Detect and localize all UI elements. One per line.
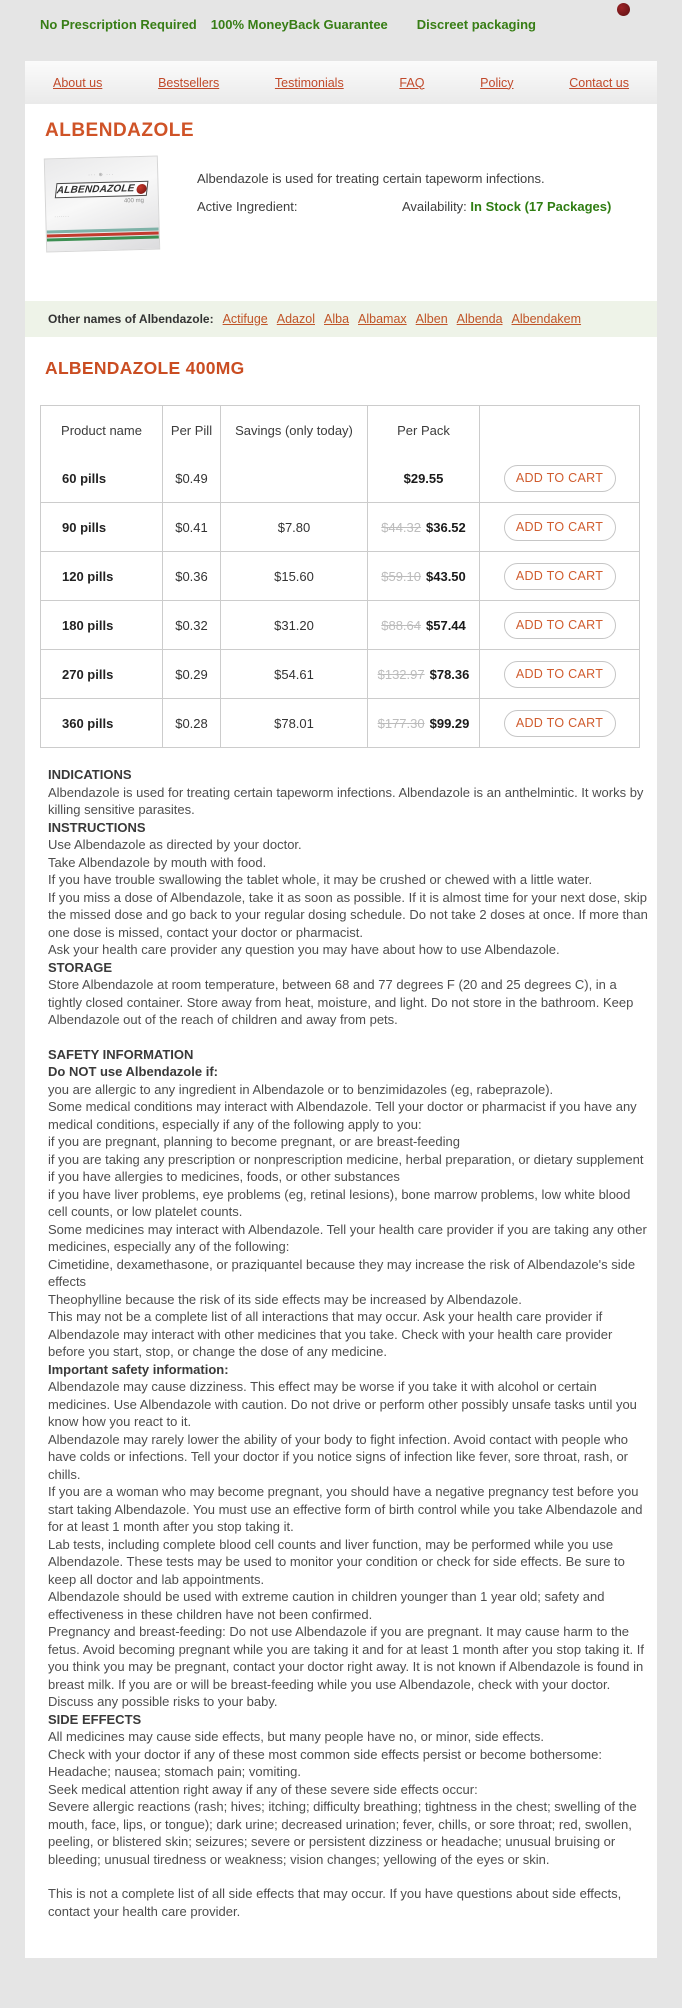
info-line: SIDE EFFECTS [48,1711,142,1727]
info-line: INDICATIONS [48,767,132,782]
price-row-actions [479,650,639,698]
info-line: Albendazole may rarely lower the ability of your body to fight infection. Avoid contact with people who have colds or infections. Tell your doctor if you notice signs of infection like fever, sore throat, rash, or chills. [48,1431,629,1482]
availability-value: In Stock (17 Packages) [470,199,612,214]
info-line: Headache; nausea; stomach pain; vomiting. [48,1764,301,1779]
current-price: $36.52 [426,519,466,535]
old-price: $59.10 [381,568,421,584]
nav-link[interactable]: Bestsellers [158,75,220,90]
current-price: $29.55 [403,470,444,486]
price-row-per-pill: $0.28 [162,699,220,747]
product-info [197,157,627,251]
price-row-savings: $78.01 [220,699,367,747]
other-name-link[interactable]: Albenda [456,312,503,326]
info-line: you are allergic to any ingredient in Albendazole or to benzimidazoles (eg, rabeprazole). [48,1081,554,1097]
col-per-pill: Per Pill [162,406,220,454]
pricing-table [40,405,640,748]
product-description: Albendazole is used for treating certain tapeworm infections. [197,171,545,186]
benefit-item: 100% MoneyBack Guarantee [210,17,388,32]
benefit-item: No Prescription Required [40,17,197,32]
availability-label: Availability: [402,199,471,214]
add-to-cart-button[interactable]: ADD TO CART [504,661,616,688]
dosage-heading: ALBENDAZOLE 400MG [45,358,245,378]
price-row [41,649,639,698]
info-line: If you have trouble swallowing the tablet whole, it may be crushed or chewed with a little water. [48,872,593,887]
info-line: if you are pregnant, planning to become pregnant, or are breast-feeding [48,1134,460,1149]
info-line: This may not be a complete list of all interactions that may occur. Ask your health care provider if Albendazole may interact with other medicines that you take. Check with your health care provider before you start, stop, or change the dose of any medicine. [48,1309,613,1359]
product-summary [45,157,657,251]
price-row-product: 60 pills [62,470,107,486]
info-line: Do NOT use Albendazole if: [48,1064,218,1079]
info-line: This is not a complete list of all side effects that may occur. If you have questions about side effects, contact your health care provider. [48,1886,622,1919]
price-row-per-pack [367,601,479,649]
info-line: SAFETY INFORMATION [48,1046,194,1062]
add-to-cart-button[interactable]: ADD TO CART [504,514,616,541]
red-seal-icon [136,183,147,193]
price-row [41,600,639,649]
nav-link[interactable]: About us [53,75,103,90]
nav-link[interactable]: Contact us [569,75,629,90]
info-line: Some medical conditions may interact with Albendazole. Tell your doctor or pharmacist if you have any medical conditions, especially if any of the following apply to you: [48,1099,637,1132]
price-row-actions [479,601,639,649]
nav-link[interactable]: Testimonials [274,75,344,90]
price-row-savings: $31.20 [220,601,367,649]
active-ingredient-label: Active Ingredient: [197,199,298,214]
price-row-product: 120 pills [62,568,114,584]
price-row-per-pill: $0.29 [162,650,220,698]
info-line: Pregnancy and breast-feeding: Do not use Albendazole if you are pregnant. It may cause harm to the fetus. Avoid becoming pregnant while you are taking it and for at least 1 month after you stop taking it. If you think you may be pregnant, contact your doctor right away. It is not known if Albendazole is found in breast milk. If you are or will be breast-feeding while you use Albendazole, check with your doctor. Discuss any possible risks to your baby. [48,1624,644,1709]
price-row-product: 90 pills [62,519,107,535]
info-line: if you have liver problems, eye problems (eg, retinal lesions), bone marrow problems, low white blood cell counts, or low platelet counts. [48,1186,631,1219]
price-row-per-pill: $0.41 [162,503,220,551]
col-actions [479,406,639,454]
other-name-link[interactable]: Albamax [358,312,407,326]
info-line: if you have allergies to medicines, foods, or other substances [48,1169,400,1184]
info-line: Use Albendazole as directed by your doctor. [48,837,302,852]
other-name-link[interactable]: Adazol [276,312,315,326]
price-row [41,502,639,551]
box-brand-text: ALBENDAZOLE [56,183,136,197]
info-line: Albendazole should be used with extreme caution in children younger than 1 year old; safety and effectiveness in these children have not been confirmed. [48,1589,605,1622]
nav-link[interactable]: FAQ [399,75,425,90]
info-line: Albendazole may cause dizziness. This effect may be worse if you take it with alcohol or certain medicines. Use Albendazole with caution. Do not drive or perform other possibly unsafe tasks until you know how you react to it. [48,1379,637,1429]
add-to-cart-button[interactable]: ADD TO CART [504,465,616,492]
info-line: Theophylline because the risk of its side effects may be increased by Albendazole. [48,1291,522,1307]
price-row-actions [479,503,639,551]
info-line: If you miss a dose of Albendazole, take it as soon as possible. If it is almost time for your next dose, skip the missed dose and go back to your regular dosing schedule. Do not take 2 doses at once. If more than one dose is missed, contact your doctor or pharmacist. [48,889,648,940]
info-line: Ask your health care provider any question you may have about how to use Albendazole. [48,942,560,957]
price-row-savings: $7.80 [220,503,367,551]
col-per-pack: Per Pack [367,406,479,454]
nav-link[interactable]: Policy [480,75,514,90]
price-row-per-pill: $0.32 [162,601,220,649]
info-line: Albendazole is used for treating certain tapeworm infections. Albendazole is an anthelmintic. It works by killing sensitive parasites. [48,784,644,817]
current-price: $43.50 [426,568,466,584]
info-line: Some medicines may interact with Albendazole. Tell your health care provider if you are taking any other medicines, especially any of the following: [48,1221,647,1254]
old-price: $88.64 [381,617,421,633]
current-price: $57.44 [426,617,466,633]
other-name-link[interactable]: Albendakem [511,312,582,326]
box-stripes [47,228,159,242]
info-line: Store Albendazole at room temperature, between 68 and 77 degrees F (20 and 25 degrees C), in a tightly closed container. Store away from heat, moisture, and light. Do not store in the bathroom. Keep Albendazole out of the reach of children and away from pets. [48,977,634,1027]
price-row-savings: $15.60 [220,552,367,600]
price-row-per-pack [367,699,479,747]
benefits-bar [0,0,682,32]
info-line: If you are a woman who may become pregnant, you should have a negative pregnancy test before you start taking Albendazole. You must use an effective form of birth control while you take Albendazole and for at least 1 month after you stop taking it. [48,1484,643,1534]
info-line: Seek medical attention right away if any of these severe side effects occur: [48,1781,478,1797]
drug-information [48,766,648,1920]
other-names-label: Other names of Albendazole: [48,312,214,326]
price-row [41,698,639,747]
other-name-link[interactable]: Actifuge [222,312,268,326]
other-name-link[interactable]: Alben [415,312,448,326]
price-row-product: 180 pills [62,617,114,633]
current-price: $99.29 [429,715,470,731]
price-row [41,454,639,502]
price-row-product: 360 pills [62,715,114,731]
price-row-per-pill: $0.36 [162,552,220,600]
price-row-per-pack [367,454,479,502]
old-price: $44.32 [381,519,421,535]
other-names-links [223,312,581,326]
price-row-actions [479,699,639,747]
info-line: Check with your doctor if any of these most common side effects persist or become bothersome: [48,1746,602,1762]
product-photo [44,156,160,253]
price-row [41,551,639,600]
old-price: $132.97 [377,666,425,682]
main-navigation [25,61,657,104]
box-label [55,181,149,198]
top-right-dot-icon [617,3,630,16]
price-row-savings: $54.61 [220,650,367,698]
info-line: Lab tests, including complete blood cell counts and liver function, may be performed while you use Albendazole. These tests may be used to monitor your condition or check for side effects. Be sure to keep all doctor and lab appointments. [48,1536,625,1587]
add-to-cart-button[interactable]: ADD TO CART [504,710,616,737]
other-names-bar [25,301,657,337]
box-bottom-text: ······· [54,213,70,221]
info-line: STORAGE [48,959,113,975]
box-dose-text: 400 mg [123,197,145,205]
current-price: $78.36 [429,666,470,682]
info-line: All medicines may cause side effects, but many people have no, or minor, side effects. [48,1729,544,1744]
info-line: Take Albendazole by mouth with food. [48,854,267,870]
price-row-per-pill: $0.49 [162,454,220,502]
price-row-product: 270 pills [62,666,114,682]
product-card [25,104,657,1958]
info-line: INSTRUCTIONS [48,819,146,835]
old-price: $177.30 [377,715,425,731]
info-line: if you are taking any prescription or nonprescription medicine, herbal preparation, or dietary supplement [48,1151,644,1167]
info-line [48,1868,648,1885]
price-row-per-pack [367,503,479,551]
col-product-name: Product name [61,422,142,438]
price-row-per-pack [367,650,479,698]
add-to-cart-button[interactable]: ADD TO CART [504,563,616,590]
info-line: Cimetidine, dexamethasone, or praziquantel because they may increase the risk of Albendazole's side effects [48,1256,636,1289]
price-row-per-pack [367,552,479,600]
other-name-link[interactable]: Alba [324,312,350,326]
price-row-actions [479,552,639,600]
page-title: ALBENDAZOLE [45,120,195,141]
pricing-table-header [41,406,639,454]
price-row-actions [479,454,639,502]
info-line: Important safety information: [48,1361,229,1377]
availability [402,199,611,214]
price-row-savings [220,454,367,502]
benefit-item: Discreet packaging [416,17,536,32]
info-line: Severe allergic reactions (rash; hives; itching; difficulty breathing; tightness in the chest; swelling of the mouth, face, lips, or tongue); dark urine; decreased urination; fever, chills, or sore throat; red, swollen, peeling, or blistered skin; seizures; severe or persistent dizziness or headache; unusual bruising or bleeding; unusual tiredness or weakness; vision changes; yellowing of the eyes or skin. [48,1799,637,1867]
pricing-rows [41,454,639,747]
ingredient-availability-row [197,199,627,214]
col-savings: Savings (only today) [220,406,367,454]
add-to-cart-button[interactable]: ADD TO CART [504,612,616,639]
box-top-text: ··· ⊕ ··· [88,171,115,179]
info-line [48,1029,648,1046]
